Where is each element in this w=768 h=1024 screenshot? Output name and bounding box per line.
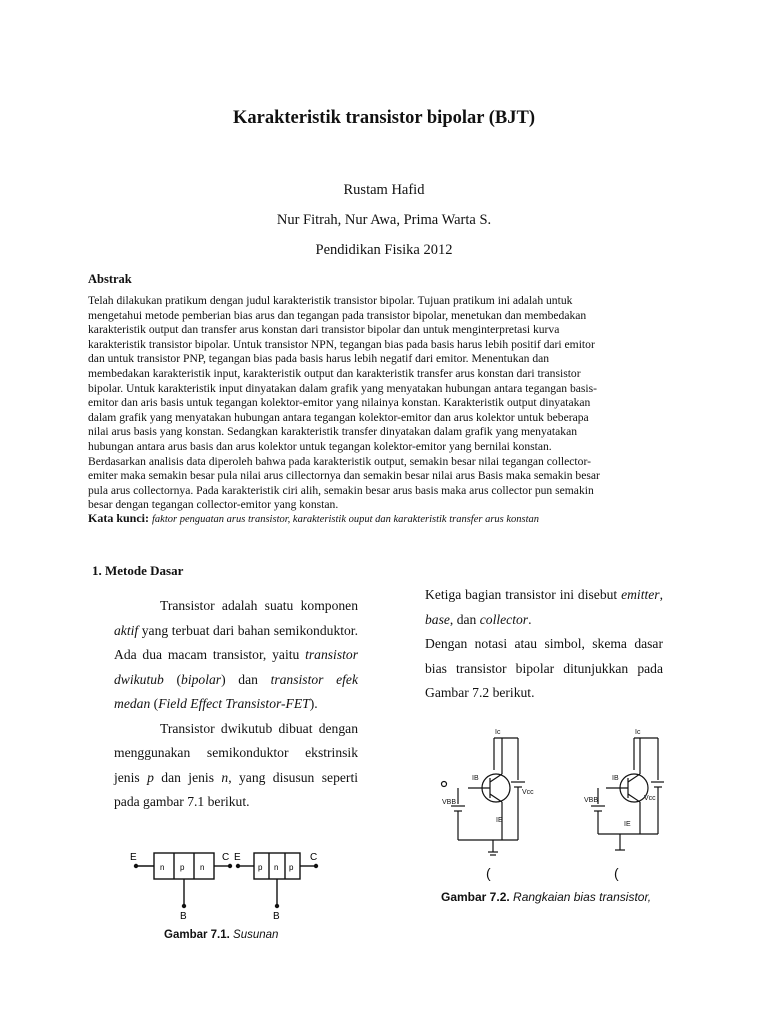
- right-paragraph-2: Dengan notasi atau simbol, skema dasar bias transistor bipolar ditunjukkan pada Gambar 7.2 berikut.: [425, 636, 663, 700]
- abstract-line: bipolar. Untuk karakteristik input dinyatakan dalam grafik yang menyatakan hubungan antara tegangan basis-: [88, 381, 597, 395]
- affiliation: Pendidikan Fisika 2012: [315, 242, 453, 258]
- base-label: B: [180, 911, 187, 922]
- figure-7-2-bias-circuits: [438, 722, 664, 882]
- layer-p-label: p: [289, 863, 294, 872]
- abstract-line: dalam grafik yang menyatakan hubungan antara tegangan kolektor-emitor dan arus kolektor untuk beberapa: [88, 410, 589, 424]
- figure-7-2-caption: Gambar 7.2. Rangkaian bias transistor,: [441, 890, 652, 904]
- abstract-line: karakteristik transistor bipolar. Untuk transistor NPN, tegangan bias pada basis harus lebih positif dari emitor: [88, 337, 595, 351]
- vbb-label: VBB: [442, 799, 457, 806]
- abstract-line: pula arus collectornya. Pada karakteristik ciri alih, semakin besar arus basis maka arus collector pun semakin: [88, 483, 594, 497]
- abstract-line: hubungan antara arus basis dan arus kolektor untuk tegangan kolektor-emitor yang bernilai konstan.: [88, 439, 552, 453]
- keywords-text: faktor penguatan arus transistor, karakteristik ouput dan karakteristik transfer arus konstan: [152, 514, 540, 525]
- emitter-label: E: [234, 852, 241, 863]
- abstract-line: emiter maka semakin besar pula nilai arus cillectornya dan semakin besar nilai arus Basis maka semakin besar: [88, 469, 600, 483]
- pnp-bias-circuit: [591, 738, 664, 850]
- figure-7-1-caption: Gambar 7.1. Susunan: [164, 929, 279, 941]
- right-column: [425, 583, 663, 706]
- pnp-circuit-labels: [584, 729, 656, 828]
- vcc-label: Vcc: [522, 789, 534, 796]
- keywords-label: Kata kunci: [88, 511, 146, 525]
- author-name: Rustam Hafid: [343, 182, 425, 198]
- layer-p-label: p: [258, 863, 263, 872]
- vbb-label: VBB: [584, 797, 599, 804]
- vcc-label: Vcc: [644, 795, 656, 802]
- abstract-line: besar dengan tegangan collector-emitor yang konstan.: [88, 498, 339, 512]
- npn-bias-circuit: [451, 738, 525, 855]
- abstract-line: Berdasarkan analisis data diperoleh bahwa pada karakteristik output, semakin besar nilai tegangan collector-: [88, 454, 591, 468]
- terminal-node: [442, 782, 447, 787]
- collector-label: C: [222, 852, 230, 863]
- coauthor-names: Nur Fitrah, Nur Awa, Prima Warta S.: [276, 212, 492, 228]
- keywords: Kata kunci: faktor penguatan arus transistor, karakteristik ouput dan karakteristik transfer arus konstan: [88, 511, 540, 525]
- collector-label: C: [310, 852, 318, 863]
- figure-marker: (: [614, 865, 619, 881]
- abstract-heading: Abstrak: [88, 272, 132, 286]
- right-paragraph-1: Ketiga bagian transistor ini disebut emitter, base, dan collector.: [425, 587, 663, 627]
- left-paragraph-2: Transistor dwikutub dibuat dengan menggunakan semikonduktor ekstrinsik jenis p dan jenis n, yang disusun seperti pada gambar 7.1 berikut.: [114, 720, 358, 809]
- figure-7-1-transistor-structure: [126, 848, 332, 922]
- npn-structure: [130, 852, 232, 922]
- section-heading: 1. Metode Dasar: [92, 563, 184, 578]
- ie-label: IE: [496, 817, 503, 824]
- ib-label: IB: [612, 775, 619, 782]
- layer-n-label: n: [274, 863, 279, 872]
- paper-title: Karakteristik transistor bipolar (BJT): [233, 108, 535, 128]
- left-column: [114, 594, 358, 815]
- abstract-body: [88, 294, 642, 513]
- left-paragraph-1: Transistor adalah suatu komponen aktif yang terbuat dari bahan semikonduktor. Ada dua macam transistor, yaitu transistor dwikutub (bipolar) dan transistor efek medan (Field Effect Transistor-FET).: [114, 598, 358, 711]
- abstract-line: dan untuk transistor PNP, tegangan bias pada basis harus lebih negatif dari emitor. Menentukan dan: [88, 352, 550, 366]
- abstract-line: mengetahui metode pemberian bias arus dan tegangan pada transistor bipolar, menetukan dan membedakan: [88, 308, 587, 322]
- base-label: B: [273, 911, 280, 922]
- abstract-line: membedakan karakteristik input, karakteristik output dan karakteristik transfer arus konstan dari transistor: [88, 366, 581, 380]
- abstract-line: Telah dilakukan pratikum dengan judul karakteristik transistor bipolar. Tujuan pratikum ini adalah untuk: [88, 294, 573, 307]
- ic-label: Ic: [635, 729, 641, 736]
- ic-label: Ic: [495, 729, 501, 736]
- pnp-structure: [234, 852, 318, 922]
- layer-n-label: n: [200, 863, 205, 872]
- abstract-line: karakteristik output dan transfer arus konstan dari transistor bipolar dan untuk menginterpretasi kurva: [88, 323, 560, 337]
- ib-label: IB: [472, 775, 479, 782]
- abstract-line: nilai arus basis yang konstan. Sedangkan karakteristik transfer dinyatakan dalam grafik yang menyatakan: [88, 425, 578, 439]
- ie-label: IE: [624, 821, 631, 828]
- abstract-line: emitor dan aris basis untuk tegangan kolektor-emitor yang nilainya konstan. Karakteristik output dinyatakan: [88, 396, 591, 410]
- figure-marker: (: [486, 865, 491, 881]
- emitter-label: E: [130, 852, 137, 863]
- layer-n-label: n: [160, 863, 165, 872]
- layer-p-label: p: [180, 863, 185, 872]
